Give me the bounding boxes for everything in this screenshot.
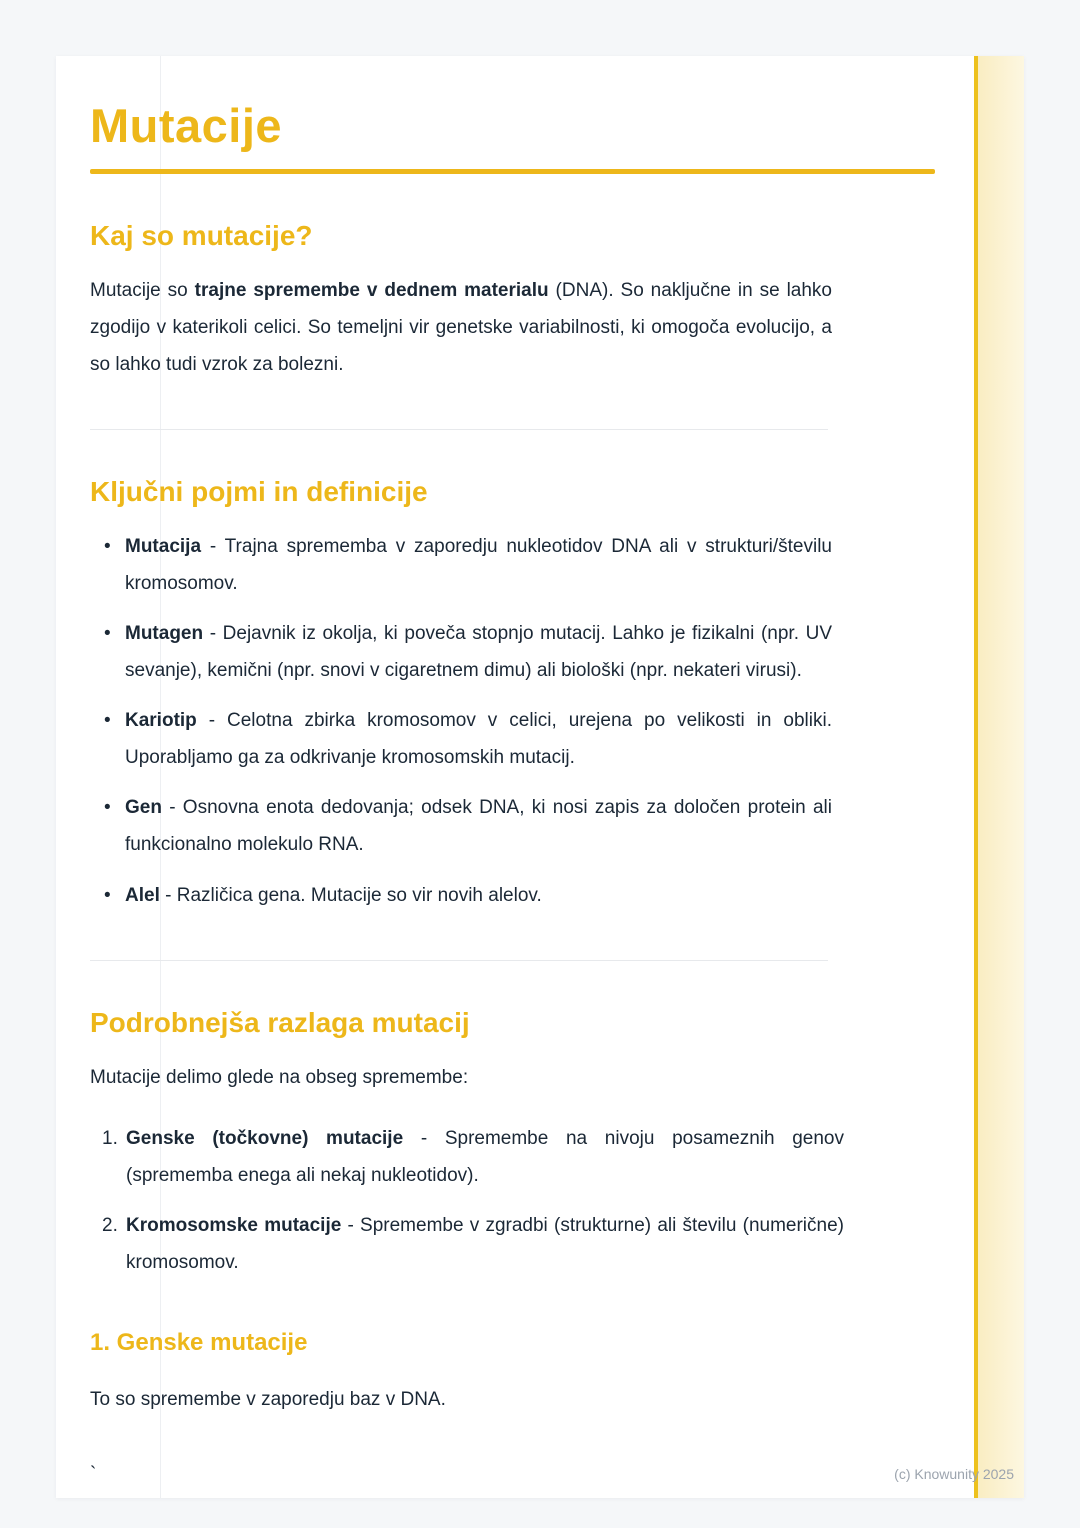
term-label: Kariotip [125,710,197,732]
term-definition: - Dejavnik iz okolja, ki poveča stopnjo mutacij. Lahko je fizikalni (npr. UV sevanje), kemični (npr. snovi v cigaretnem dimu) ali biološki (npr. nekateri virusi). [125,623,832,682]
title-underline [90,169,935,174]
term-label: Mutagen [125,623,204,645]
section-heading-detailed: Podrobnejša razlaga mutacij [90,1006,470,1038]
term-label: Alel [125,884,160,906]
footer-credit: (c) Knowunity 2025 [894,1466,1014,1482]
item-body [126,1207,844,1281]
term-definition: - Različica gena. Mutacije so vir novih alelov. [159,884,542,906]
list-item-alel [90,877,832,914]
term-definition: - Spremembe na nivoju posameznih genov (sprememba enega ali nekaj nukleotidov). [126,1127,844,1186]
intro-text-pre: Mutacije so [90,280,195,301]
list-item-kariotip [90,702,832,776]
intro-text-bold: trajne spremembe v dednem materialu [194,280,549,301]
intro-paragraph [90,272,832,383]
section-heading-key-terms: Ključni pojmi in definicije [90,476,428,508]
numbered-item-genske [102,1120,844,1194]
genske-paragraph: To so spremembe v zaporedju baz v DNA. [90,1388,446,1410]
section-heading-intro: Kaj so mutacije? [90,220,313,251]
item-number: 1. [102,1127,118,1149]
term-label: Mutacija [125,536,202,558]
detailed-intro-paragraph: Mutacije delimo glede na obseg spremembe: [90,1066,469,1088]
document-page [56,56,1024,1498]
item-body [126,1120,844,1194]
term-label: Kromosomske mutacije [126,1214,342,1236]
mutation-types-list [90,1120,844,1281]
term-definition: - Osnovna enota dedovanja; odsek DNA, ki nosi zapis za določen protein ali funkcionalno molekulo RNA. [125,797,832,856]
term-label: Genske (točkovne) mutacije [126,1127,404,1149]
intro-text-post: (DNA). So naključne in se lahko zgodijo v katerikoli celici. So temeljni vir genetske variabilnosti, ki omogoča evolucijo, a so lahko tudi vzrok za bolezni. [90,280,832,376]
item-number: 2. [102,1214,118,1236]
numbered-item-kromosomske [102,1207,844,1281]
term-definition: - Spremembe v zgradbi (strukturne) ali številu (numerične) kromosomov. [126,1214,844,1273]
term-label: Gen [125,797,162,819]
page-title: Mutacije [90,99,283,152]
stray-character: ` [90,1463,97,1485]
list-item-mutagen [90,615,832,689]
list-item-mutacija [90,528,832,602]
section-divider [90,429,828,430]
term-definition: - Trajna sprememba v zaporedju nukleotidov DNA ali v strukturi/številu kromosomov. [125,536,832,595]
term-definition: - Celotna zbirka kromosomov v celici, urejena po velikosti in obliki. Uporabljamo ga za odkrivanje kromosomskih mutacij. [125,710,832,769]
page-content [56,56,1024,1486]
key-terms-list [90,528,832,913]
section-divider [90,960,828,961]
sub-section-heading-genske: 1. Genske mutacije [90,1328,308,1356]
list-item-gen [90,789,832,863]
